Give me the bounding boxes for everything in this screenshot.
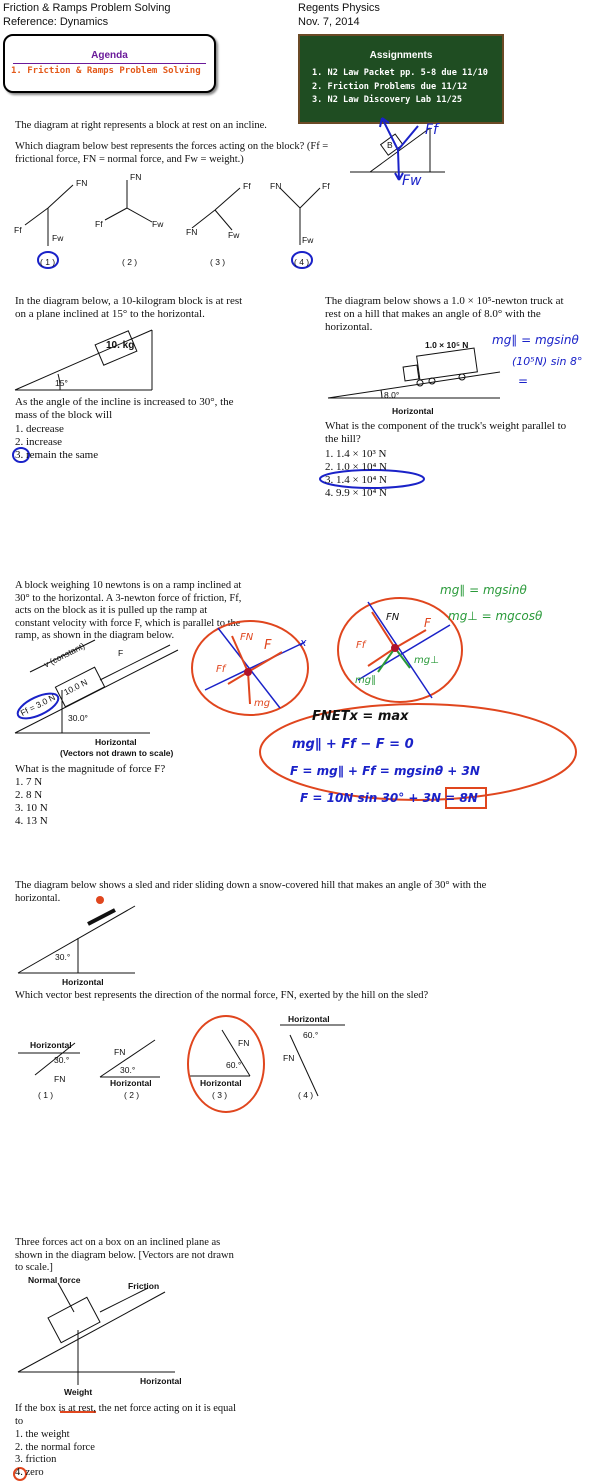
q1-ff-note: Ff bbox=[425, 122, 438, 138]
q1-choice: ( 1 ) bbox=[40, 257, 56, 267]
q5-choice: ( 4 ) bbox=[298, 1090, 314, 1100]
work-line: mg⊥ = mgcosθ bbox=[448, 609, 543, 623]
q1-choice: ( 2 ) bbox=[122, 257, 138, 267]
q1-fw: Fw bbox=[302, 235, 314, 245]
q2-block: 10. kg bbox=[106, 340, 135, 351]
q4-velocity: v (constant) bbox=[42, 640, 87, 670]
q6-text: Three forces act on a box on an inclined plane as shown in the diagram below. [Vectors are not drawn to scale.] bbox=[15, 1237, 234, 1273]
q3-truck: 1.0 × 10⁵ N bbox=[425, 340, 469, 350]
q3-text: The diagram below shows a 1.0 × 10⁵-newton truck at rest on a hill that makes an angle of 8.0° with the horizontal. bbox=[325, 295, 564, 333]
fbd-mg: mg bbox=[254, 698, 271, 709]
q5-choice: ( 2 ) bbox=[124, 1090, 140, 1100]
q4-angle: 30.0° bbox=[68, 713, 88, 723]
q6-horizontal: Horizontal bbox=[140, 1376, 182, 1386]
q2-choice: 1. decrease bbox=[15, 423, 64, 435]
q6-normal: Normal force bbox=[28, 1275, 81, 1285]
assignment-item: 1. N2 Law Packet pp. 5-8 due 11/10 bbox=[312, 68, 488, 78]
q5-horizontal: Horizontal bbox=[30, 1040, 72, 1050]
q1-block-label: B bbox=[387, 140, 393, 150]
q1-fn: FN bbox=[130, 172, 142, 182]
q5-horizontal: Horizontal bbox=[110, 1078, 152, 1088]
q2-question: As the angle of the incline is increased to 30°, the mass of the block will bbox=[15, 396, 234, 421]
q5-choice: ( 1 ) bbox=[38, 1090, 54, 1100]
work-line: mg∥ = mgsinθ bbox=[440, 583, 527, 597]
reference: Reference: Dynamics bbox=[3, 16, 109, 28]
assignment-item: 3. N2 Law Discovery Lab 11/25 bbox=[312, 95, 463, 105]
q6-choice: 1. the weight bbox=[15, 1429, 70, 1440]
q6-friction: Friction bbox=[128, 1281, 160, 1291]
q2-angle: 15° bbox=[55, 378, 68, 388]
q3-note: (10⁵N) sin 8° bbox=[512, 355, 583, 368]
q3-angle: 8.0° bbox=[384, 390, 400, 400]
q4-choice: 1. 7 N bbox=[15, 776, 43, 788]
assignment-item: 2. Friction Problems due 11/12 bbox=[312, 81, 468, 92]
work-line: FNETx = max bbox=[312, 709, 409, 724]
q4-friction: Ff = 3.0 N bbox=[18, 692, 57, 718]
q3-choice: 2. 1.0 × 10⁴ N bbox=[325, 461, 387, 473]
q1-fn: FN bbox=[186, 227, 198, 237]
q2-choice: 3. remain the same bbox=[15, 449, 99, 461]
q5-a30: 30.° bbox=[54, 1055, 70, 1065]
q1-ff: Ff bbox=[14, 225, 22, 235]
q5-a60: 60.° bbox=[303, 1030, 319, 1040]
q1-intro: The diagram at right represents a block at rest on an incline. bbox=[15, 120, 267, 131]
q4-weight: 10.0 N bbox=[62, 676, 89, 698]
q1-ff: Ff bbox=[95, 219, 103, 229]
q1-choice: ( 3 ) bbox=[210, 257, 226, 267]
q5-angle: 30.° bbox=[55, 952, 71, 962]
q6-choice: 3. friction bbox=[15, 1454, 57, 1465]
q1-ff: Ff bbox=[243, 181, 251, 191]
q3-choice: 1. 1.4 × 10³ N bbox=[325, 448, 387, 460]
fbd-fn: FN bbox=[240, 632, 254, 643]
fbd-f: F bbox=[424, 616, 431, 630]
q5-horizontal: Horizontal bbox=[200, 1078, 242, 1088]
q3-choice: 3. 1.4 × 10⁴ N bbox=[325, 474, 387, 486]
q5-choice: ( 3 ) bbox=[212, 1090, 228, 1100]
q1-choice: ( 4 ) bbox=[294, 257, 310, 267]
q1-fw: Fw bbox=[152, 219, 164, 229]
q5-fn: FN bbox=[54, 1074, 66, 1084]
q3-question: What is the component of the truck's weight parallel to the hill? bbox=[325, 420, 567, 445]
q4-choice: 2. 8 N bbox=[15, 789, 43, 801]
fbd-fn: FN bbox=[386, 612, 400, 623]
agenda-title: Agenda bbox=[91, 50, 128, 61]
fbd-mgperp: mg⊥ bbox=[414, 655, 439, 666]
q5-horizontal: Horizontal bbox=[62, 977, 104, 987]
q1-fn: FN bbox=[76, 178, 88, 188]
assignments-title: Assignments bbox=[369, 50, 433, 61]
q6-choice: 2. the normal force bbox=[15, 1441, 95, 1453]
q4-text: A block weighing 10 newtons is on a ramp inclined at 30° to the horizontal. A 3-newton force of friction, Ff, acts on the block as it is pulled up the ramp at constant velocity with force F, which is parallel to the ramp, as shown in the diagram below. bbox=[15, 580, 242, 641]
q4-horizontal: Horizontal bbox=[95, 737, 137, 747]
q4-choice: 4. 13 N bbox=[15, 815, 48, 827]
fbd-mgpar: mg∥ bbox=[355, 675, 377, 686]
fbd-x: x bbox=[300, 636, 307, 649]
q6-weight: Weight bbox=[64, 1387, 93, 1397]
q5-a30: 30.° bbox=[120, 1065, 136, 1075]
q2-choice: 2. increase bbox=[15, 436, 63, 448]
q3-note: mg∥ = mgsinθ bbox=[492, 333, 579, 347]
q5-fn: FN bbox=[114, 1047, 126, 1057]
agenda-item: 1. Friction & Ramps Problem Solving bbox=[11, 66, 201, 76]
work-line: mg∥ + Ff − F = 0 bbox=[292, 737, 414, 752]
q5-question: Which vector best represents the direction of the normal force, FN, exerted by the hill on the sled? bbox=[15, 990, 429, 1001]
fbd-ff: Ff bbox=[216, 664, 226, 675]
q1-fw-note: Fw bbox=[402, 173, 422, 189]
fbd-f: F bbox=[264, 638, 272, 653]
date: Nov. 7, 2014 bbox=[298, 16, 360, 28]
course: Regents Physics bbox=[298, 2, 380, 14]
q1-fn: FN bbox=[270, 181, 282, 191]
q1-fw: Fw bbox=[52, 233, 64, 243]
q5-horizontal: Horizontal bbox=[288, 1014, 330, 1024]
q4-note: (Vectors not drawn to scale) bbox=[60, 748, 174, 758]
q4-choice: 3. 10 N bbox=[15, 802, 48, 814]
q3-horizontal: Horizontal bbox=[392, 406, 434, 416]
q3-note: = bbox=[518, 374, 529, 388]
q1-question: Which diagram below best represents the forces acting on the block? (Ff = frictional force, FN = normal force, and Fw = weight.) bbox=[15, 141, 329, 165]
q3-choice: 4. 9.9 × 10⁴ N bbox=[325, 487, 387, 499]
q1-fw: Fw bbox=[228, 230, 240, 240]
fbd-ff: Ff bbox=[356, 640, 366, 651]
q5-fn: FN bbox=[283, 1053, 295, 1063]
q4-question: What is the magnitude of force F? bbox=[15, 763, 166, 775]
q5-a60: 60.° bbox=[226, 1060, 242, 1070]
work-line: F = mg∥ + Ff = mgsinθ + 3N bbox=[290, 764, 480, 778]
q6-choice: 4. zero bbox=[15, 1466, 44, 1478]
q4-force: F bbox=[118, 648, 124, 658]
q5-fn: FN bbox=[238, 1038, 250, 1048]
page-topic: Friction & Ramps Problem Solving bbox=[3, 2, 171, 14]
work-line: F = 10N sin 30° + 3N = 8N bbox=[300, 791, 478, 805]
q2-text: In the diagram below, a 10-kilogram block is at rest on a plane inclined at 15° to the horizontal. bbox=[15, 295, 243, 320]
q1-ff: Ff bbox=[322, 181, 330, 191]
q5-text: The diagram below shows a sled and rider sliding down a snow-covered hill that makes an angle of 30° with the horizontal. bbox=[15, 880, 487, 904]
q6-question: If the box is at rest, the net force acting on it is equal to bbox=[15, 1403, 237, 1427]
